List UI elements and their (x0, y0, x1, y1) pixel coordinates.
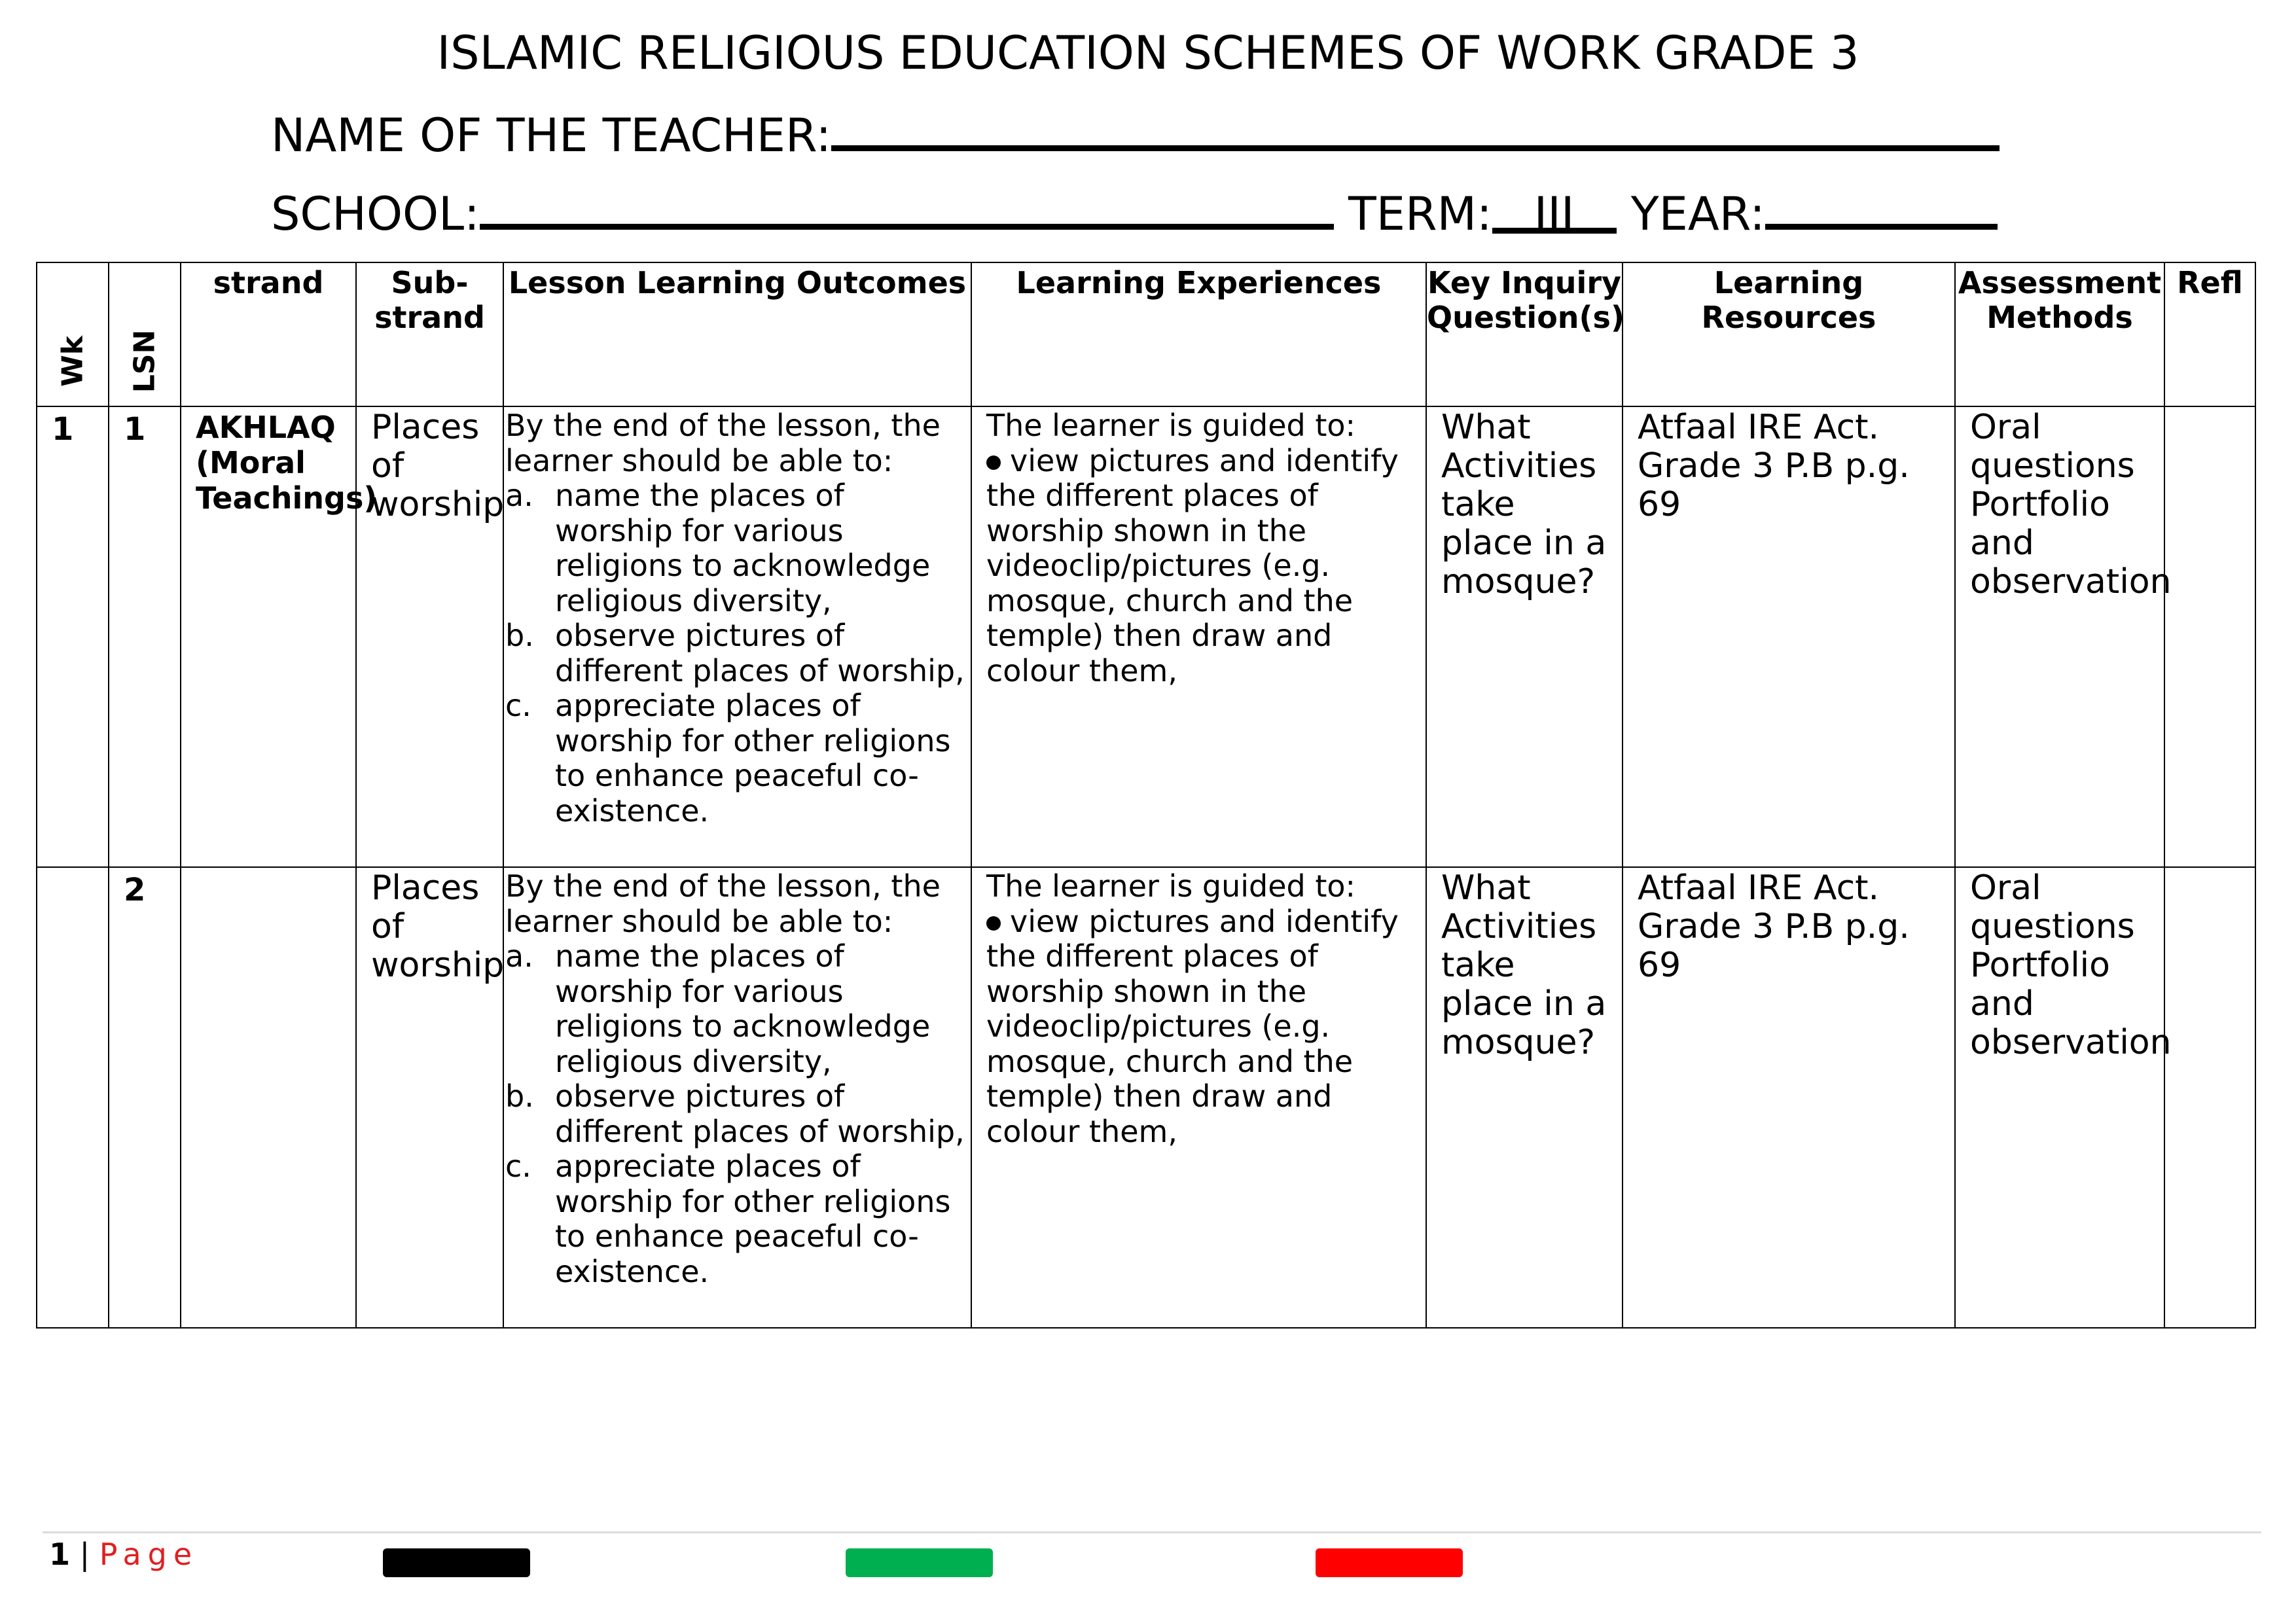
learning-outcomes-cell (503, 406, 971, 867)
key-inquiry-question-cell: What Activities take place in a mosque? (1426, 867, 1623, 1328)
outcome-marker: a. (505, 938, 533, 974)
outcome-item (505, 688, 965, 829)
column-header-assessment-methods: Assessment Methods (1955, 262, 2164, 406)
year-label: YEAR: (1630, 187, 1765, 241)
outcome-marker: c. (505, 688, 531, 723)
outcome-item (505, 618, 965, 688)
outcome-text: appreciate places of worship for other religions to enhance peaceful co-existence. (555, 688, 951, 829)
column-header-key-inquiry-question: Key Inquiry Question(s) (1426, 262, 1623, 406)
outcome-item (505, 939, 965, 1079)
lesson-number-cell: 2 (109, 867, 181, 1328)
learning-experiences-cell (971, 867, 1426, 1328)
experience-item (986, 444, 1419, 689)
learning-outcomes-cell (503, 867, 971, 1328)
experiences-intro: The learner is guided to: (986, 408, 1356, 443)
red-color-strip (1316, 1548, 1463, 1577)
column-header-sub-strand: Sub-strand (356, 262, 503, 406)
experiences-intro: The learner is guided to: (986, 868, 1356, 904)
learning-experiences-cell (971, 406, 1426, 867)
outcome-item (505, 1149, 965, 1289)
outcomes-intro: By the end of the lesson, the learner should be able to: (505, 408, 941, 478)
page-separator: | (79, 1537, 90, 1572)
schemes-of-work-table (36, 262, 2256, 1329)
strand-cell (181, 867, 356, 1328)
learning-resources-cell: Atfaal IRE Act. Grade 3 P.B p.g. 69 (1623, 867, 1955, 1328)
outcome-marker: b. (505, 618, 534, 653)
outcome-marker: a. (505, 478, 533, 513)
sub-strand-cell: Places of worship (356, 406, 503, 867)
week-cell (37, 867, 109, 1328)
page-footer (49, 1536, 198, 1573)
school-label: SCHOOL: (271, 187, 480, 241)
assessment-methods-cell: Oral questions Portfolio and observation (1955, 867, 2164, 1328)
assessment-methods-cell: Oral questions Portfolio and observation (1955, 406, 2164, 867)
outcome-marker: b. (505, 1079, 534, 1114)
green-color-strip (846, 1548, 993, 1577)
teacher-label: NAME OF THE TEACHER: (271, 109, 832, 162)
column-header-strand: strand (181, 262, 356, 406)
term-field[interactable]: III (1492, 185, 1617, 234)
outcome-text: name the places of worship for various religions to acknowledge religious diversity, (555, 938, 931, 1079)
reflection-cell[interactable] (2164, 406, 2255, 867)
strand-cell: AKHLAQ (Moral Teachings) (181, 406, 356, 867)
black-color-strip (383, 1548, 530, 1577)
table-row (37, 867, 2255, 1328)
table-header-row (37, 262, 2255, 406)
column-header-learning-resources: Learning Resources (1623, 262, 1955, 406)
page-number: 1 (49, 1537, 71, 1572)
school-field[interactable] (480, 181, 1334, 230)
reflection-cell[interactable] (2164, 867, 2255, 1328)
table-row (37, 406, 2255, 867)
experience-item (986, 904, 1419, 1150)
outcomes-intro: By the end of the lesson, the learner should be able to: (505, 868, 941, 939)
school-term-year-line (271, 181, 1998, 243)
lesson-number-cell: 1 (109, 406, 181, 867)
teacher-field[interactable] (831, 102, 2000, 151)
outcomes-list (505, 478, 965, 829)
bullet-icon (986, 916, 1001, 931)
outcome-text: observe pictures of different places of worship, (555, 618, 965, 688)
column-header-learning-outcomes: Lesson Learning Outcomes (503, 262, 971, 406)
outcomes-list (505, 939, 965, 1289)
page-label: Page (99, 1537, 199, 1572)
sub-strand-cell: Places of worship (356, 867, 503, 1328)
document-title: ISLAMIC RELIGIOUS EDUCATION SCHEMES OF WORK GRADE 3 (437, 26, 1859, 80)
outcome-text: appreciate places of worship for other religions to enhance peaceful co-existence. (555, 1149, 951, 1289)
year-field[interactable] (1765, 181, 1998, 230)
footer-divider (43, 1531, 2261, 1533)
column-header-lsn: LSN (109, 262, 181, 406)
key-inquiry-question-cell: What Activities take place in a mosque? (1426, 406, 1623, 867)
bullet-icon (986, 455, 1001, 470)
column-header-learning-experiences: Learning Experiences (971, 262, 1426, 406)
experience-text: view pictures and identify the different places of worship shown in the videoclip/pictures (e.g. mosque, church and the temple) then draw and colour them, (986, 903, 1399, 1149)
outcome-item (505, 478, 965, 618)
learning-resources-cell: Atfaal IRE Act. Grade 3 P.B p.g. 69 (1623, 406, 1955, 867)
outcome-marker: c. (505, 1149, 531, 1184)
experience-text: view pictures and identify the different places of worship shown in the videoclip/pictures (e.g. mosque, church and the temple) then draw and colour them, (986, 442, 1399, 688)
week-cell: 1 (37, 406, 109, 867)
teacher-line (271, 102, 2000, 165)
column-header-reflection: Refl (2164, 262, 2255, 406)
outcome-text: name the places of worship for various religions to acknowledge religious diversity, (555, 478, 931, 618)
outcome-text: observe pictures of different places of worship, (555, 1079, 965, 1149)
column-header-wk: Wk (37, 262, 109, 406)
term-label: TERM: (1348, 187, 1492, 241)
outcome-item (505, 1079, 965, 1149)
